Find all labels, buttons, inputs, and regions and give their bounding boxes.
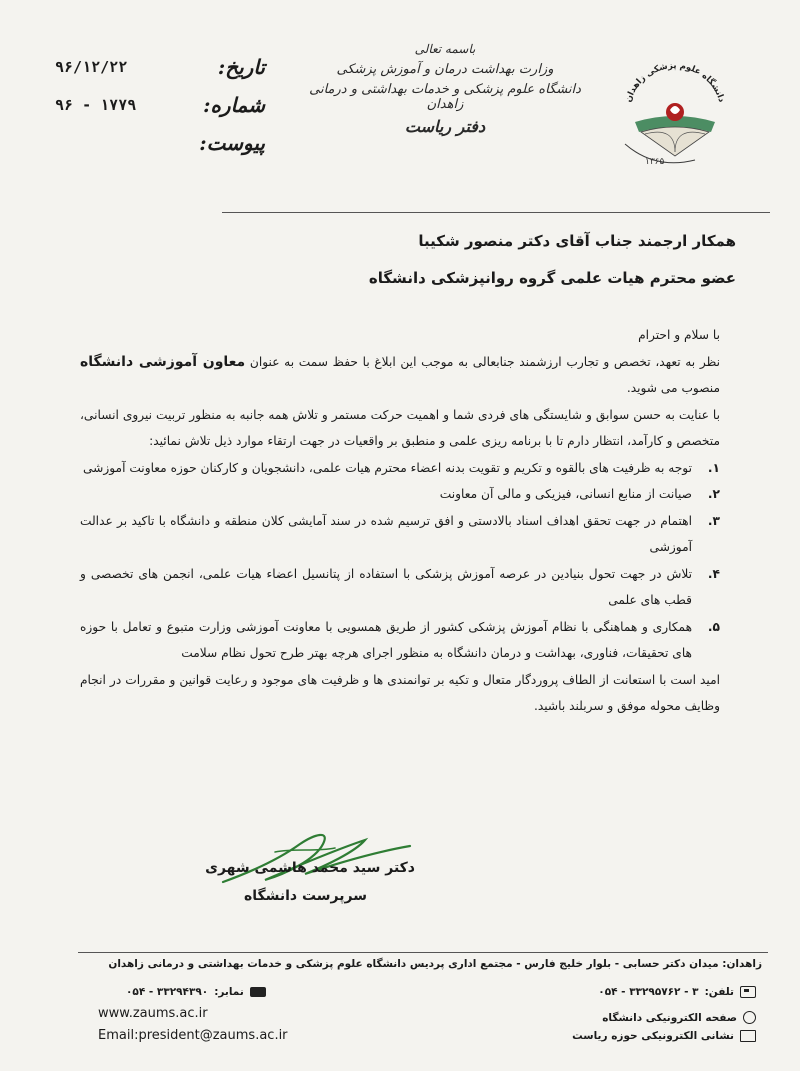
list-item	[80, 508, 720, 561]
email-label: نشانی الکترونیکی حوزه ریاست	[572, 1030, 734, 1042]
footer-email-label	[572, 1030, 756, 1042]
email-address[interactable]: Email:president@zaums.ac.ir	[98, 1028, 288, 1043]
closing-paragraph: امید است با استعانت از الطاف پروردگار متعال و تکیه بر توانمندی ها و ظرفیت های موجود و رعایت قوانین و مقررات در انجام وظایف محوله موفق و سربلند باشید.	[80, 672, 720, 713]
letterhead	[300, 42, 590, 136]
list-item	[80, 561, 720, 614]
phone-icon	[740, 986, 756, 998]
attachment-label: پیوست:	[199, 131, 265, 155]
addressee-name: همکار ارجمند جناب آقای دکتر منصور شکیبا	[418, 232, 736, 250]
intro-text-a: نظر به تعهد، تخصص و تجارب ارزشمند جنابعالی به موجب این ابلاغ با حفظ سمت به عنوان	[249, 354, 720, 369]
intro-emphasis: معاون آموزشی دانشگاه	[80, 353, 246, 370]
list-item-text: همکاری و هماهنگی با نظام آموزش پزشکی کشور از طریق همسویی با معاونت آموزشی وزارت متبوع و تعامل با حوزه های تحقیقات، فناوری، بهداشت و درمان دانشگاه به منظور اجرای هرچه بهتر طرح تحول نظام سلامت	[80, 619, 692, 660]
bismillah-line: باسمه تعالی	[414, 42, 476, 56]
task-list	[80, 455, 720, 667]
number-label: شماره:	[203, 93, 265, 117]
logo-year: ۱۳۶۵	[645, 157, 665, 167]
list-item	[80, 481, 720, 508]
list-item-number: ۲.	[707, 487, 720, 501]
list-item-text: توجه به ظرفیت های بالقوه و تکریم و تقویت بدنه اعضاء محترم هیات علمی، دانشجویان و کارکنان حوزه معاونت آموزشی	[83, 460, 692, 475]
attachment-row	[55, 124, 265, 162]
ministry-line: وزارت بهداشت درمان و آموزش پزشکی	[336, 62, 554, 77]
footer-fax	[126, 986, 266, 998]
signature-block	[205, 822, 425, 912]
list-item-text: صیانت از منابع انسانی، فیزیکی و مالی آن معاونت	[439, 487, 692, 501]
signatory-name: دکتر سید محمد هاشمی شهری	[205, 860, 415, 876]
number-value: ۹۶ - ۱۷۷۹	[55, 96, 137, 114]
header-divider	[222, 212, 770, 213]
list-item-number: ۱.	[707, 460, 720, 475]
addressee-position: عضو محترم هیات علمی گروه روانپزشکی دانشگاه	[368, 269, 736, 287]
letter-footer	[82, 958, 764, 1043]
website-url[interactable]: www.zaums.ac.ir	[98, 1006, 208, 1021]
footer-phone	[598, 986, 756, 998]
fax-icon	[250, 987, 266, 997]
footer-website-label	[602, 1011, 756, 1024]
intro-text-b: منصوب می شوید.	[626, 381, 720, 395]
list-item-number: ۴.	[707, 566, 720, 581]
addressee-block	[136, 232, 736, 306]
mail-icon	[740, 1030, 756, 1042]
website-label: صفحه الکترونیکی دانشگاه	[602, 1011, 737, 1024]
intro-paragraph	[80, 349, 720, 402]
office-line: دفتر ریاست	[404, 117, 486, 136]
svg-text:دانشگاه علوم پزشکی زاهدان	[624, 61, 727, 104]
list-item-number: ۵.	[707, 619, 720, 634]
date-row	[55, 48, 265, 86]
greeting: با سلام و احترام	[638, 328, 720, 342]
logo-text: دانشگاه علوم پزشکی زاهدان	[623, 60, 727, 104]
letter-meta	[55, 48, 265, 162]
footer-address: زاهدان: میدان دکتر حسابی - بلوار خلیج فارس - مجتمع اداری پردیس دانشگاه علوم پزشکی و خدمات بهداشتی و درمانی زاهدان	[108, 958, 762, 970]
footer-divider	[78, 952, 768, 953]
university-logo	[615, 52, 735, 172]
list-item-text: اهتمام در جهت تحقق اهداف اسناد بالادستی و افق ترسیم شده در سند آمایشی کلان منطقه و دانشگاه با تاکید بر عدالت آموزشی	[80, 513, 692, 554]
list-item-text: تلاش در جهت تحول بنیادین در عرصه آموزش پزشکی با استفاده از پتانسیل اعضاء هیات علمی، انجمن های تخصصی و قطب های علمی	[80, 566, 692, 607]
list-item	[80, 455, 720, 482]
fax-label: نمابر:	[214, 986, 244, 998]
signatory-title: سرپرست دانشگاه	[243, 888, 367, 904]
letter-body	[80, 322, 720, 720]
fax-value: ۳۳۲۹۴۳۹۰ - ۰۵۴	[126, 986, 209, 998]
date-label: تاریخ:	[217, 55, 265, 79]
phone-label: تلفن:	[704, 986, 734, 998]
globe-icon	[743, 1011, 756, 1024]
list-item-number: ۳.	[707, 513, 720, 528]
phone-value: ۳ - ۳۳۲۹۵۷۶۲ - ۰۵۴	[598, 986, 699, 998]
university-line: دانشگاه علوم پزشکی و خدمات بهداشتی و درمانی زاهدان	[309, 82, 581, 112]
body-paragraph-2: با عنایت به حسن سوابق و شایستگی های فردی شما و اهمیت حرکت مستمر و تلاش همه جانبه به منظور تربیت نیروی انسانی، متخصص و کارآمد، انتظار دارم تا با برنامه ریزی علمی و منطبق بر واقعیات در جهت ارتقاء موارد ذیل تلاش نمائید:	[80, 407, 720, 448]
number-row	[55, 86, 265, 124]
list-item	[80, 614, 720, 667]
date-value: ۹۶/۱۲/۲۲	[55, 58, 128, 76]
